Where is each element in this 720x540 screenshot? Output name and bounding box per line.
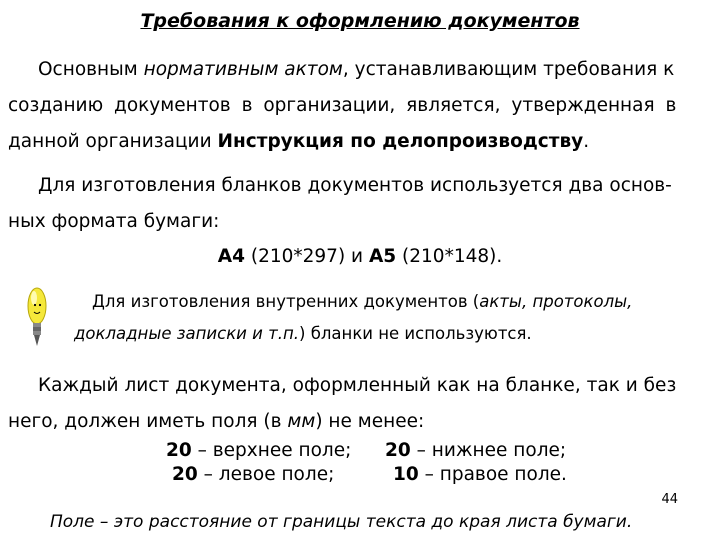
page-number: 44 bbox=[661, 492, 678, 507]
format-a5: А5 bbox=[368, 246, 397, 267]
format-a4: А4 bbox=[217, 246, 245, 267]
margin-value: 20 bbox=[172, 464, 198, 485]
text: акты, протоколы, bbox=[479, 292, 633, 311]
text: ) бланки не используются. bbox=[299, 324, 532, 343]
paragraph-1-line-2: созданию документов в организации, является, утвержденная в bbox=[8, 95, 677, 116]
text: , устанавливающим требования к bbox=[342, 59, 675, 80]
margin-label: – правое поле. bbox=[418, 464, 567, 485]
text: докладные записки и т.п. bbox=[74, 324, 300, 343]
page-title: Требования к оформлению документов bbox=[140, 10, 580, 32]
paragraph-3-line-1: Каждый лист документа, оформленный как на бланке, так и без bbox=[38, 375, 677, 396]
text: данной организации bbox=[8, 131, 218, 152]
paper-formats bbox=[0, 246, 720, 267]
margin-bottom bbox=[385, 440, 566, 461]
instruction-term: Инструкция по делопроизводству bbox=[217, 131, 584, 152]
margin-right bbox=[393, 464, 567, 485]
margin-value: 20 bbox=[166, 440, 192, 461]
paragraph-2-line-2: ных формата бумаги: bbox=[8, 211, 220, 232]
margin-value: 10 bbox=[393, 464, 419, 485]
margin-label: – верхнее поле; bbox=[191, 440, 352, 461]
format-a5-size: (210*148). bbox=[396, 246, 503, 267]
note-line-1 bbox=[92, 292, 632, 311]
paragraph-1-line-1 bbox=[38, 52, 674, 88]
text: Для изготовления внутренних документов ( bbox=[92, 292, 480, 311]
margin-label: – нижнее поле; bbox=[410, 440, 567, 461]
paragraph-1-line-3 bbox=[8, 124, 589, 160]
normative-act-term: нормативным актом bbox=[143, 59, 343, 80]
format-a4-size: (210*297) и bbox=[244, 246, 369, 267]
margin-label: – левое поле; bbox=[197, 464, 335, 485]
lightbulb-icon bbox=[26, 286, 48, 352]
margin-value: 20 bbox=[385, 440, 411, 461]
text: него, должен иметь поля (в bbox=[8, 411, 288, 432]
unit-mm: мм bbox=[287, 411, 316, 432]
text: Основным bbox=[38, 59, 144, 80]
paragraph-2-line-1: Для изготовления бланков документов используется два основ- bbox=[38, 175, 672, 196]
margin-left bbox=[172, 464, 334, 485]
margin-top bbox=[166, 440, 351, 461]
text: . bbox=[583, 131, 590, 152]
paragraph-3-line-2 bbox=[8, 404, 424, 440]
text: ) не менее: bbox=[315, 411, 425, 432]
note-line-2 bbox=[74, 324, 532, 343]
margin-definition: Поле – это расстояние от границы текста до края листа бумаги. bbox=[50, 512, 633, 532]
